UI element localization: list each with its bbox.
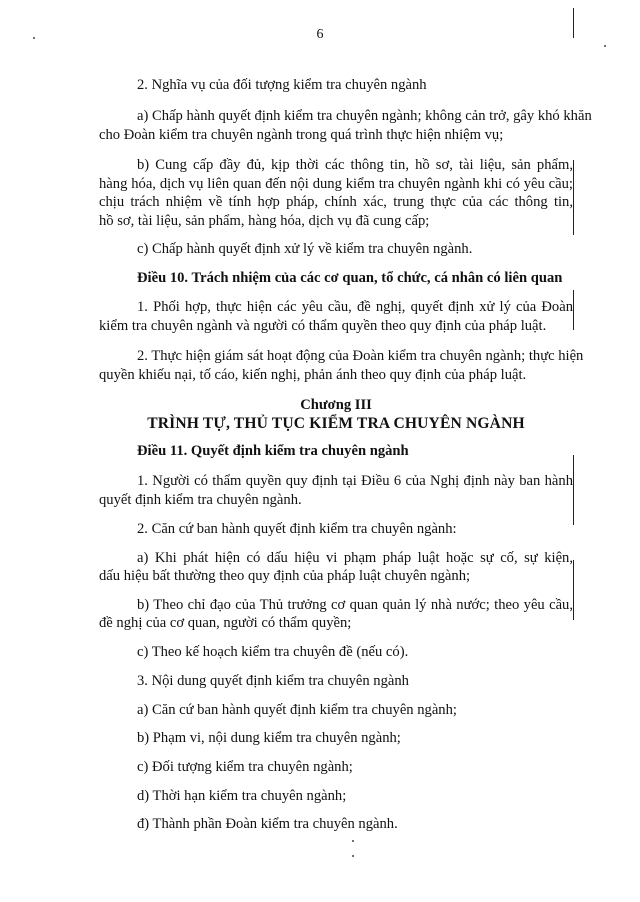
chapter-number: Chương III — [300, 397, 372, 413]
scan-speck — [604, 45, 606, 47]
article-10-title: Điều 10. Trách nhiệm của các cơ quan, tổ chức, cá nhân có liên quan — [137, 270, 563, 286]
article-10-p2-line-1: 2. Thực hiện giám sát hoạt động của Đoàn kiểm tra chuyên ngành; thực hiện — [137, 348, 584, 364]
scan-edge-line — [573, 560, 574, 620]
article-11-p3b: b) Phạm vi, nội dung kiểm tra chuyên ngành; — [137, 730, 401, 746]
page-number: 6 — [316, 27, 324, 42]
scan-edge-line — [573, 160, 574, 235]
scan-edge-line — [573, 290, 574, 330]
scan-speck — [33, 37, 35, 39]
article-11-p2c: c) Theo kế hoạch kiểm tra chuyên đề (nếu có). — [137, 644, 409, 660]
article-11-p3c: c) Đối tượng kiểm tra chuyên ngành; — [137, 759, 353, 775]
scan-speck — [352, 855, 354, 857]
article-11-p3a: a) Căn cứ ban hành quyết định kiểm tra chuyên ngành; — [137, 702, 457, 718]
article-11-p1-line-2: quyết định kiểm tra chuyên ngành. — [99, 492, 302, 508]
article-11-p3e: đ) Thành phần Đoàn kiểm tra chuyên ngành. — [137, 816, 398, 832]
article-11-title: Điều 11. Quyết định kiểm tra chuyên ngành — [137, 443, 409, 459]
article-11-p1-line-1: 1. Người có thẩm quyền quy định tại Điều 6 của Nghị định này ban hành — [137, 473, 573, 489]
item-2b-line-3: chịu trách nhiệm về tính hợp pháp, chính xác, trung thực của các thông tin, — [99, 194, 573, 210]
article-11-p2b-line-1: b) Theo chỉ đạo của Thủ trưởng cơ quan quản lý nhà nước; theo yêu cầu, — [137, 597, 573, 613]
item-2c: c) Chấp hành quyết định xử lý về kiểm tra chuyên ngành. — [137, 241, 473, 257]
article-11-p2a-line-2: dấu hiệu bất thường theo quy định của pháp luật chuyên ngành; — [99, 568, 471, 584]
article-11-p2b-line-2: đề nghị của cơ quan, người có thẩm quyền; — [99, 615, 352, 631]
article-11-p3d: d) Thời hạn kiểm tra chuyên ngành; — [137, 788, 347, 804]
article-10-p1-line-1: 1. Phối hợp, thực hiện các yêu cầu, đề nghị, quyết định xử lý của Đoàn — [137, 299, 573, 315]
chapter-title: TRÌNH TỰ, THỦ TỤC KIỂM TRA CHUYÊN NGÀNH — [147, 415, 525, 432]
scan-edge-line — [573, 8, 574, 38]
article-11-p2a-line-1: a) Khi phát hiện có dấu hiệu vi phạm pháp luật hoặc sự cố, sự kiện, — [137, 550, 573, 566]
item-2b-line-1: b) Cung cấp đầy đủ, kịp thời các thông tin, hồ sơ, tài liệu, sản phẩm, — [137, 157, 573, 173]
article-11-p3: 3. Nội dung quyết định kiểm tra chuyên ngành — [137, 673, 409, 689]
item-2a-line-1: a) Chấp hành quyết định kiểm tra chuyên ngành; không cản trở, gây khó khăn — [137, 108, 592, 124]
scan-edge-line — [573, 455, 574, 525]
item-2b-line-4: hồ sơ, tài liệu, sản phẩm, hàng hóa, dịch vụ đã cung cấp; — [99, 213, 430, 229]
item-2-heading: 2. Nghĩa vụ của đối tượng kiểm tra chuyên ngành — [137, 77, 427, 93]
article-11-p2: 2. Căn cứ ban hành quyết định kiểm tra chuyên ngành: — [137, 521, 457, 537]
item-2a-line-2: cho Đoàn kiểm tra chuyên ngành trong quá trình thực hiện nhiệm vụ; — [99, 127, 504, 143]
scan-speck — [352, 840, 354, 842]
article-10-p1-line-2: kiểm tra chuyên ngành và người có thẩm quyền theo quy định của pháp luật. — [99, 318, 547, 334]
article-10-p2-line-2: quyền khiếu nại, tố cáo, kiến nghị, phản ánh theo quy định của pháp luật. — [99, 367, 527, 383]
item-2b-line-2: hàng hóa, dịch vụ liên quan đến nội dung kiểm tra chuyên ngành khi có yêu cầu; — [99, 176, 573, 192]
